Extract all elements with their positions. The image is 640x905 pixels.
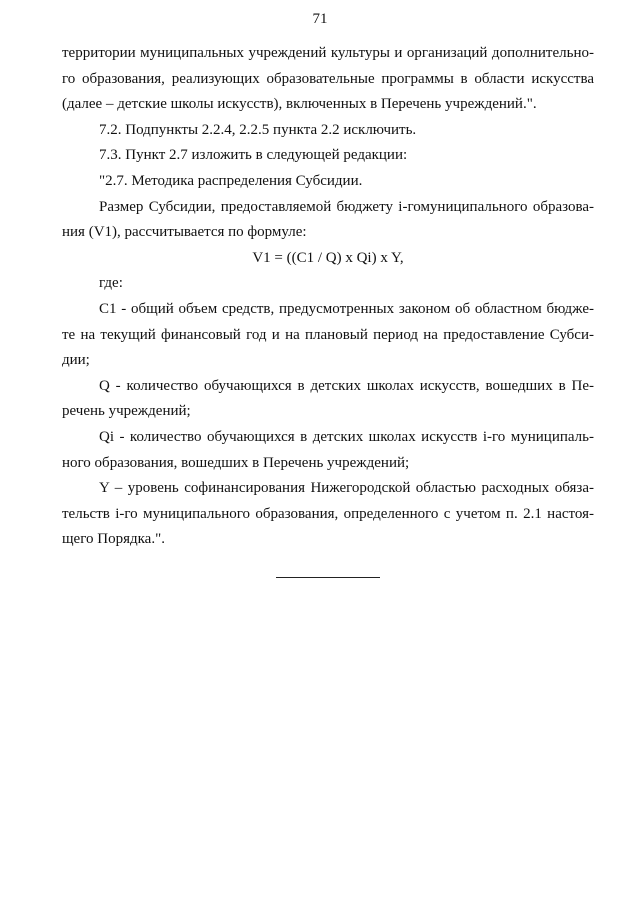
text-line: Размер Субсидии, предоставляемой бюджету i-гомуниципального образова- bbox=[99, 198, 594, 215]
definition-q: Q - количество обучающихся в детских школах искусств, вошедших в Пе- bbox=[99, 377, 594, 394]
text-line: те на текущий финансовый год и на плановый период на предоставление Субси- bbox=[62, 326, 594, 343]
text-line: ного образования, вошедших в Перечень учреждений; bbox=[62, 454, 410, 471]
text-line: тельств i-го муниципального образования, определенного с учетом п. 2.1 настоя- bbox=[62, 505, 594, 522]
text-line: дии; bbox=[62, 352, 90, 369]
clause-7-2: 7.2. Подпункты 2.2.4, 2.2.5 пункта 2.2 исключить. bbox=[99, 121, 417, 138]
clause-7-3: 7.3. Пункт 2.7 изложить в следующей редакции: bbox=[99, 147, 408, 164]
definition-c1: C1 - общий объем средств, предусмотренных законом об областном бюдже- bbox=[99, 300, 594, 317]
text-line: (далее – детские школы искусств), включенных в Перечень учреждений.". bbox=[62, 96, 537, 113]
document-body bbox=[62, 41, 594, 553]
text-line: речень учреждений; bbox=[62, 403, 191, 420]
text-line: территории муниципальных учреждений культуры и организаций дополнительно- bbox=[62, 45, 594, 61]
definition-qi: Qi - количество обучающихся в детских школах искусств i-го муниципаль- bbox=[99, 428, 594, 445]
text-line: щего Порядка.". bbox=[62, 531, 165, 548]
text-line: где: bbox=[99, 275, 123, 292]
text-line: го образования, реализующих образовательные программы в области искусства bbox=[62, 70, 594, 87]
section-heading-2-7: "2.7. Методика распределения Субсидии. bbox=[99, 172, 363, 189]
definition-y: Y – уровень софинансирования Нижегородской областью расходных обяза- bbox=[99, 480, 594, 497]
page-number: 71 bbox=[312, 11, 328, 27]
text-line: ния (V1), рассчитывается по формуле: bbox=[62, 224, 307, 241]
formula: V1 = ((C1 / Q) x Qi) x Y, bbox=[252, 249, 404, 266]
separator-line bbox=[276, 577, 380, 578]
